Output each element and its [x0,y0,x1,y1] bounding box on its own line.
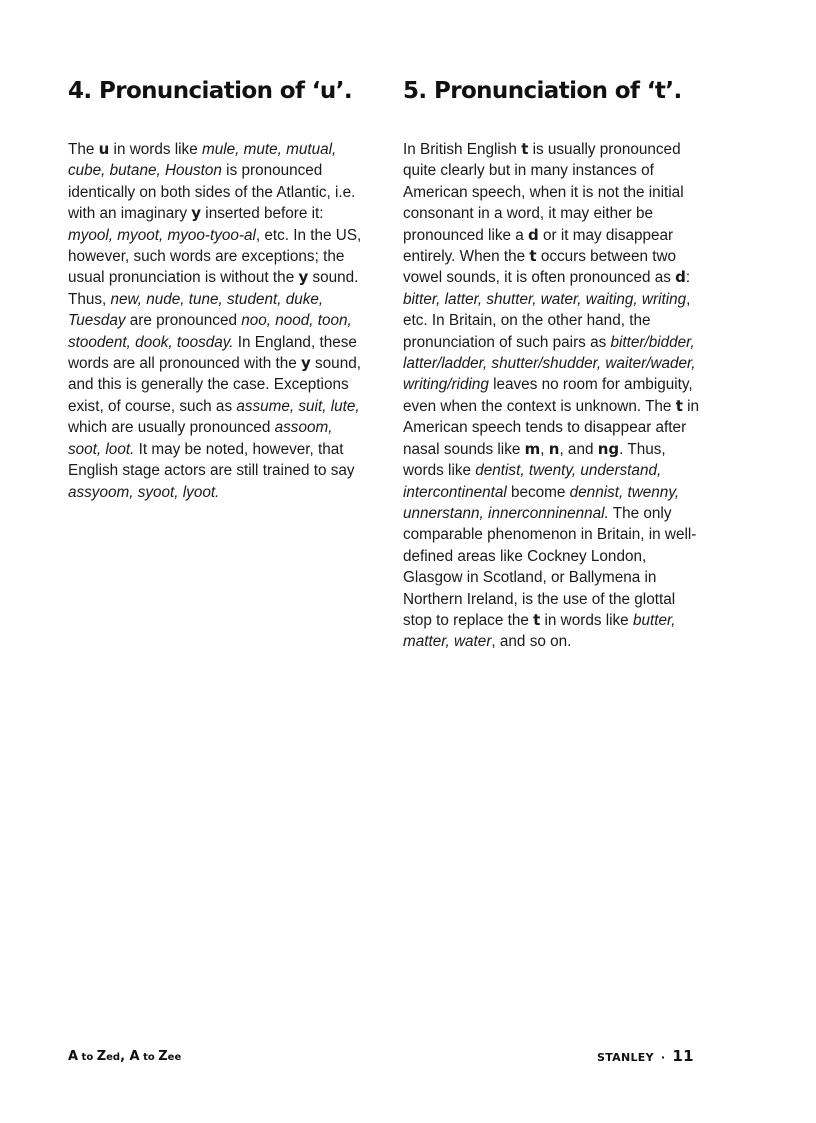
text-run: In England, these words are all pronounced with the [68,333,357,373]
footer-letter: A [68,1049,79,1064]
book-title-footer [68,1049,181,1064]
text-run: in words like [540,611,633,629]
bold-letter: u [98,140,110,158]
bold-letter: t [521,140,529,158]
text-run: sound. Thus, [68,269,359,308]
footer-letter: A [129,1049,140,1064]
bold-letter: t [675,396,683,415]
text-run: , and so on. [491,633,572,651]
italic-example: dennist, twenny, unnerstann, innerconninennal. [403,483,680,522]
footer-word: ed [106,1052,121,1063]
footer-letter: Z [158,1049,168,1064]
italic-example: new, nude, tune, student, duke, Tuesday [68,290,324,330]
footer-word: to [78,1052,97,1063]
bold-letter: d [528,225,539,244]
text-run: sound, and this is generally the case. Exceptions exist, of course, such as [68,355,361,415]
bold-letter: m [524,439,541,458]
author-name: STANLEY [597,1051,654,1064]
text-run: leaves no room for ambiguity, even when the context is unknown. The [403,376,693,415]
text-run: in American speech tends to disappear after nasal sounds like [403,397,700,458]
section-heading-u: 4. Pronunciation of ‘u’. [68,78,352,104]
text-run: , [540,440,549,458]
text-run: . Thus, words like [403,440,666,480]
section-heading-t: 5. Pronunciation of ‘t’. [403,78,682,104]
section-body-t [403,139,703,653]
text-run: occurs between two vowel sounds, it is often pronounced as [403,248,677,287]
italic-example: assoom, soot, loot. [68,419,333,458]
italic-example: dentist, twenty, understand, intercontinental [403,462,662,501]
text-run: , and [559,440,598,458]
text-run: is usually pronounced quite clearly but in many instances of American speech, when it is not the initial consonant in a word, it may either be pronounced like a [403,141,684,244]
text-run: or it may disappear entirely. When the [403,226,674,266]
text-run: , etc. In the US, however, such words are exceptions; the usual pronunciation is without the [68,226,362,287]
footer-letter: Z [96,1049,107,1064]
italic-example: bitter, latter, shutter, water, waiting, writing [403,290,687,308]
text-run: : [685,269,691,287]
bold-letter: n [548,439,560,458]
italic-example: bitter/bidder, latter/ladder, shutter/shudder, waiter/wader, writing/riding [403,333,696,394]
text-run: which are usually pronounced [68,419,275,437]
text-run: The only comparable phenomenon in Britain, in well-defined areas like Cockney London, Glasgow in Scotland, or Ballymena in Northern Ireland, is the use of the glottal stop to replace the [403,504,697,629]
italic-example: noo, nood, toon, stoodent, dook, toosday. [68,312,352,351]
italic-example: myool, myoot, myoo-tyoo-al [68,226,256,244]
text-run: is pronounced identically on both sides of the Atlantic, i.e. with an imaginary [68,162,356,223]
text-run: , etc. In Britain, on the other hand, the pronunciation of such pairs as [403,290,691,351]
page-footer [597,1047,694,1065]
section-body-u [68,139,364,503]
footer-word: to [139,1052,159,1063]
right-column [403,78,703,653]
italic-example: butter, matter, water [403,611,676,651]
italic-example: assume, suit, lute, [236,397,360,415]
bold-letter: y [191,204,202,223]
text-run: are pronounced [125,312,242,330]
text-run: inserted before it: [201,205,324,223]
italic-example: assyoom, syoot, lyoot. [68,483,220,501]
text-run: The [68,141,99,158]
footer-word: ee [167,1052,182,1063]
text-run: In British English [403,141,522,158]
text-run: in words like [109,141,202,158]
footer-comma: , [120,1049,130,1064]
text-run: become [506,483,570,501]
bold-letter: y [298,268,309,287]
bold-letter: ng [597,439,620,458]
italic-example: mule, mute, mutual, cube, butane, Houston [68,141,337,180]
bold-letter: t [529,247,537,266]
left-column [68,78,364,503]
page-number: 11 [672,1047,694,1065]
bold-letter: d [675,268,686,287]
bold-letter: t [533,610,541,629]
text-run: It may be noted, however, that English stage actors are still trained to say [68,440,355,480]
footer-separator: · [660,1051,666,1064]
bold-letter: y [301,354,311,373]
